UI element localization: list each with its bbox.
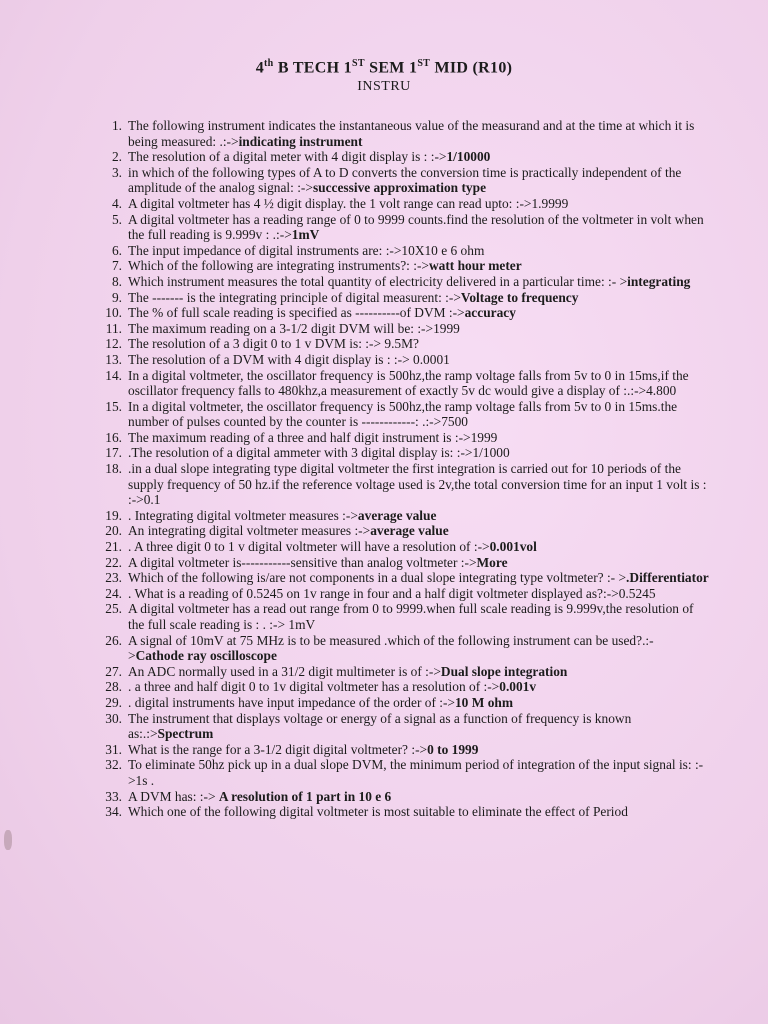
question-text: .in a dual slope integrating type digital voltmeter the first integration is carried out for 10 periods of the supply frequency of 50 hz.if the reference voltage used is 2v,the total conversion time for an input 1 volt is : :->0.1 — [128, 461, 707, 508]
question-number: 19. — [105, 507, 122, 523]
answer-text: indicating instrument — [238, 133, 363, 149]
question-item — [92, 149, 712, 165]
question-item — [92, 305, 712, 321]
question-text: A signal of 10mV at 75 MHz is to be measured .which of the following instrument can be used?.:- > — [128, 632, 654, 664]
answer-text: Voltage to frequency — [460, 289, 579, 305]
question-text: The resolution of a DVM with 4 digit display is : :-> 0.0001 — [128, 351, 450, 367]
question-item — [92, 555, 712, 571]
answer-text: 0.001v — [499, 679, 537, 695]
question-item — [92, 258, 712, 274]
question-number: 24. — [105, 585, 122, 601]
question-item — [92, 789, 712, 805]
question-text: . What is a reading of 0.5245 on 1v range in four and a half digit voltmeter displayed as?:->0.5245 — [128, 585, 656, 601]
question-list — [92, 118, 712, 820]
question-item — [92, 445, 712, 461]
question-text: A digital voltmeter has 4 ½ digit display. the 1 volt range can read upto: :->1.9999 — [128, 195, 569, 211]
question-item — [92, 586, 712, 602]
question-text: The maximum reading of a three and half digit instrument is :->1999 — [128, 429, 498, 445]
question-number: 6. — [111, 242, 122, 258]
title-part: 4 — [255, 59, 265, 77]
question-number: 9. — [111, 289, 122, 305]
answer-text: 0 to 1999 — [427, 741, 479, 757]
question-item — [92, 664, 712, 680]
question-text: A digital voltmeter has a read out range from 0 to 9999.when full scale reading is 9.999v,the resolution of the full scale reading is : . :-> 1mV — [128, 601, 694, 632]
question-text: The input impedance of digital instruments are: :->10X10 e 6 ohm — [128, 242, 485, 258]
question-text: The following instrument indicates the instantaneous value of the measurand and at the time at which it is being measured: .:-> — [128, 118, 695, 149]
question-item — [92, 461, 712, 508]
question-number: 7. — [111, 258, 122, 274]
answer-text: 1mV — [291, 227, 320, 243]
question-item — [92, 336, 712, 352]
answer-text: Spectrum — [157, 726, 214, 742]
question-number: 23. — [105, 570, 122, 586]
title-part: SEM 1 — [364, 59, 418, 77]
question-number: 28. — [105, 679, 122, 695]
question-number: 3. — [111, 164, 122, 180]
question-item — [92, 804, 712, 820]
answer-text: Dual slope integration — [440, 663, 568, 679]
answer-text: average value — [357, 507, 437, 523]
title-part: MID (R10) — [430, 59, 513, 77]
question-text: . Integrating digital voltmeter measures :-> — [128, 507, 358, 523]
question-text: A digital voltmeter is-----------sensitive than analog voltmeter :-> — [128, 554, 477, 570]
question-number: 18. — [105, 461, 122, 477]
question-number: 16. — [105, 429, 122, 445]
question-text: Which one of the following digital voltmeter is most suitable to eliminate the effect of Period — [128, 804, 628, 820]
question-item — [92, 508, 712, 524]
question-item — [92, 695, 712, 711]
question-item — [92, 539, 712, 555]
answer-text: 0.001vol — [489, 539, 537, 555]
question-text: A digital voltmeter has a reading range of 0 to 9999 counts.find the resolution of the voltmeter in volt when the full reading is 9.999v : .:-> — [128, 211, 704, 243]
title-sup: ST — [417, 58, 431, 69]
question-text: In a digital voltmeter, the oscillator frequency is 500hz,the ramp voltage falls from 5v to 0 in 15ms,if the oscillator frequency falls to 480khz,a measurement of exactly 5v dc would give a display of :.:->4.800 — [128, 367, 689, 399]
answer-text: More — [476, 554, 508, 570]
question-number: 1. — [111, 118, 122, 133]
question-number: 15. — [105, 398, 122, 414]
question-number: 14. — [105, 367, 122, 383]
question-number: 26. — [105, 632, 122, 648]
answer-text: Cathode ray oscilloscope — [135, 648, 277, 664]
question-text: The instrument that displays voltage or energy of a signal as a function of frequency is known as:.:> — [128, 710, 632, 742]
question-text: An ADC normally used in a 31/2 digit multimeter is of :-> — [128, 663, 441, 679]
question-number: 21. — [105, 539, 122, 555]
answer-text: 10 M ohm — [454, 694, 514, 710]
question-item — [92, 274, 712, 290]
question-item — [92, 757, 712, 788]
question-text: In a digital voltmeter, the oscillator frequency is 500hz,the ramp voltage falls from 5v to 0 in 15ms.the number of pulses counted by the counter is ------------: .:->7500 — [128, 398, 678, 430]
question-text: Which of the following are integrating instruments?: :-> — [128, 258, 429, 274]
question-number: 34. — [105, 804, 122, 820]
question-item — [92, 368, 712, 399]
question-number: 5. — [111, 211, 122, 227]
question-item — [92, 570, 712, 586]
question-number: 32. — [105, 757, 122, 773]
question-item — [92, 601, 712, 632]
question-item — [92, 212, 712, 243]
question-item — [92, 118, 712, 149]
question-text: Which instrument measures the total quantity of electricity delivered in a particular time: :- > — [128, 273, 628, 289]
question-text: . a three and half digit 0 to 1v digital voltmeter has a resolution of :-> — [128, 679, 500, 695]
question-text: in which of the following types of A to D converts the conversion time is practically independent of the amplitude of the analog signal: :-> — [128, 164, 682, 196]
question-text: . A three digit 0 to 1 v digital voltmeter will have a resolution of :-> — [128, 539, 490, 555]
question-text: What is the range for a 3-1/2 digit digital voltmeter? :-> — [128, 741, 428, 757]
question-text: To eliminate 50hz pick up in a dual slope DVM, the minimum period of integration of the input signal is: :->1s . — [128, 757, 704, 788]
question-text: A DVM has: :-> — [128, 788, 219, 804]
question-number: 10. — [105, 305, 122, 321]
title-part: B TECH 1 — [273, 59, 352, 77]
question-text: The resolution of a digital meter with 4 digit display is : :-> — [128, 149, 447, 165]
question-number: 20. — [105, 523, 122, 539]
answer-text: A resolution of 1 part in 10 e 6 — [218, 788, 392, 804]
question-text: The maximum reading on a 3-1/2 digit DVM will be: :->1999 — [128, 320, 460, 336]
answer-text: accuracy — [464, 305, 516, 321]
question-number: 12. — [105, 336, 122, 352]
question-item — [92, 633, 712, 664]
question-number: 29. — [105, 694, 122, 710]
question-number: 4. — [111, 195, 122, 211]
question-item — [92, 196, 712, 212]
question-number: 25. — [105, 601, 122, 617]
page-title — [0, 58, 768, 77]
question-item — [92, 399, 712, 430]
answer-text: 1/10000 — [446, 149, 491, 165]
question-text: Which of the following is/are not components in a dual slope integrating type voltmeter? :- > — [128, 570, 627, 586]
question-item — [92, 430, 712, 446]
question-number: 2. — [111, 149, 122, 165]
question-item — [92, 321, 712, 337]
question-number: 31. — [105, 741, 122, 757]
question-item — [92, 165, 712, 196]
question-text: An integrating digital voltmeter measures :-> — [128, 523, 371, 539]
answer-text: .Differentiator — [626, 570, 709, 586]
answer-text: successive approximation type — [312, 180, 487, 196]
scan-smudge — [4, 830, 12, 850]
question-item — [92, 523, 712, 539]
question-text: The % of full scale reading is specified as ----------of DVM :-> — [128, 305, 465, 321]
title-sup: ST — [351, 58, 365, 69]
question-number: 13. — [105, 351, 122, 367]
question-item — [92, 290, 712, 306]
question-number: 8. — [111, 273, 122, 289]
question-number: 27. — [105, 663, 122, 679]
question-number: 22. — [105, 554, 122, 570]
question-item — [92, 243, 712, 259]
question-number: 17. — [105, 445, 122, 461]
question-number: 11. — [105, 320, 122, 336]
question-number: 33. — [105, 788, 122, 804]
question-item — [92, 742, 712, 758]
question-item — [92, 352, 712, 368]
question-item — [92, 711, 712, 742]
document-header — [0, 58, 768, 95]
title-sup: th — [264, 58, 274, 69]
question-text: The ------- is the integrating principle of digital measurent: :-> — [128, 289, 461, 305]
question-text: . digital instruments have input impedance of the order of :-> — [128, 694, 455, 710]
answer-text: watt hour meter — [428, 258, 522, 274]
question-text: .The resolution of a digital ammeter with 3 digital display is: :->1/1000 — [128, 445, 510, 461]
question-number: 30. — [105, 710, 122, 726]
question-text: The resolution of a 3 digit 0 to 1 v DVM is: :-> 9.5M? — [128, 336, 419, 352]
answer-text: average value — [370, 523, 449, 539]
answer-text: integrating — [627, 273, 691, 289]
question-item — [92, 679, 712, 695]
page-subtitle: INSTRU — [357, 79, 411, 95]
